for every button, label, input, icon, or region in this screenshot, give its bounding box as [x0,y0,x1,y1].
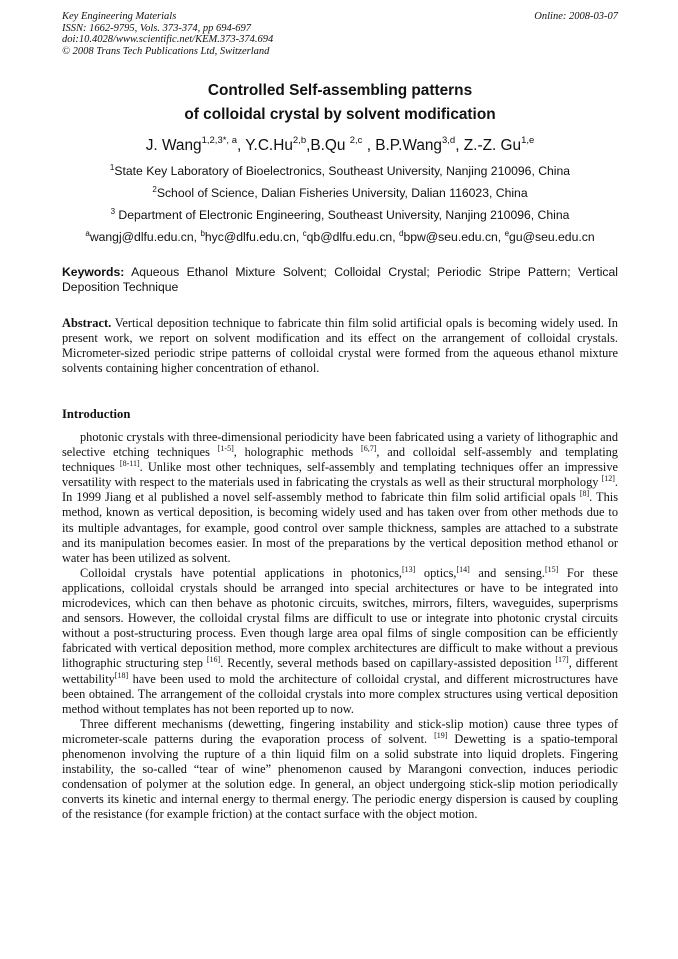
author: Y.C.Hu$^{2,b}$, [245,135,311,154]
abstract-label: Abstract. [62,316,112,330]
keywords-label: Keywords: [62,265,125,279]
keywords-text: Aqueous Ethanol Mixture Solvent; Colloidal Crystal; Periodic Stripe Pattern; Vertical Deposition Technique [62,265,618,294]
issn-line: ISSN: 1662-9795, Vols. 373-374, pp 694-697 [62,22,251,34]
email[interactable]: $^a$wangj@dlfu.edu.cn, [85,229,201,244]
paragraph-text: and sensing. [469,565,545,580]
author: Z.-Z. Gu$^{1,e}$ [463,135,535,154]
paper-title [62,79,618,127]
journal-header [62,11,618,57]
citation-ref[interactable]: [8-11] [119,459,140,469]
affiliation-1: $^1$State Key Laboratory of Bioelectronics, Southeast University, Nanjing 210096, China [109,163,571,178]
title-line-2: of colloidal crystal by solvent modification [184,106,496,123]
citation-ref[interactable]: [17] [555,655,569,665]
paragraph-text: Dewetting is a spatio-temporal phenomenon involving the rupture of a thin liquid film on a solid substrate into liquid droplets. Fingering instability, the so-called “tear of wine” phenomenon caused by Marangoni convection, induces periodic condensation of polymer at the solution edge. In general, an object undergoing stick-slip motion periodically converts its kinetic and internal energy to thermal energy. The periodic energy dispersion is caused by coupling of the resistance (for example friction) at the contact surface with the object motion. [62,731,618,822]
paragraph-text: Colloidal crystals have potential applications in photonics, [80,565,403,580]
introduction-body [62,430,618,822]
citation-ref[interactable]: [8] [579,489,590,499]
email-list [62,230,618,244]
citation-ref[interactable]: [6,7] [361,444,377,454]
email[interactable]: $^e$gu@seu.edu.cn [504,229,595,244]
author-list [62,136,618,156]
body-paragraph [62,430,618,566]
citation-ref[interactable]: [15] [544,564,559,574]
affiliation-3: $^3$ Department of Electronic Engineering, Southeast University, Nanjing 210096, China [110,207,570,222]
citation-ref[interactable]: [13] [402,564,416,574]
paragraph-text: . This method, known as vertical deposition, is becoming widely used and has taken over from other methods due to its multiple advantages, for example, good control over sample thickness, samples are attached to a substrate and its manipulation becomes easier. In most of the preparations by the vertical deposition method ethanol or water has been utilized as solvent. [62,490,618,565]
section-heading-introduction: Introduction [62,407,131,421]
paragraph-text: Three different mechanisms (dewetting, fingering instability and stick-slip motion) cause three types of micrometer-scale patterns during the evaporation process of solvent. [62,716,618,746]
doi-line[interactable]: doi:10.4028/www.scientific.net/KEM.373-374.694 [62,34,274,46]
abstract [62,316,618,376]
email[interactable]: $^c$qb@dlfu.edu.cn, [302,229,399,244]
abstract-text: Vertical deposition technique to fabricate thin film solid artificial opals is becoming widely used. In present work, we report on solvent modification and its effect on the arrangement of colloidal crystals. Micrometer-sized periodic stripe patterns of colloidal crystal were formed from the aqueous ethanol mixture solvents containing higher concentration of ethanol. [62,316,618,375]
paragraph-text: , and colloidal self-assembly and templating techniques [62,445,618,475]
paragraph-text: . In 1999 Jiang et al published a novel self-assembly method to fabricate thin film solid artificial opals [62,475,618,505]
keywords [62,265,618,295]
paragraph-text: optics, [415,565,457,580]
paragraph-text: . Unlike most other techniques, self-assembly and templating techniques offer an impressive versatility with respect to the materials used in fabricating the crystals as well as their structural morphology [62,460,618,490]
citation-ref[interactable]: [14] [456,564,470,574]
copyright-line: © 2008 Trans Tech Publications Ltd, Switzerland [62,45,270,57]
affiliation-2: $^2$School of Science, Dalian Fisheries University, Dalian 116023, China [152,185,528,200]
email[interactable]: $^d$bpw@seu.edu.cn, [399,229,505,244]
citation-ref[interactable]: [18] [114,670,129,680]
citation-ref[interactable]: [19] [434,730,448,740]
author: B.Qu $^{2,c}$ , [310,135,376,154]
email[interactable]: $^b$hyc@dlfu.edu.cn, [200,229,303,244]
paragraph-text: . Recently, several methods based on capillary-assisted deposition [220,656,556,671]
author: J. Wang$^{1,2,3*, a}$, [145,135,246,154]
journal-name: Key Engineering Materials [62,11,177,22]
citation-ref[interactable]: [12] [601,474,615,484]
author: B.P.Wang$^{3,d}$, [375,135,464,154]
paragraph-text: For these applications, colloidal crystals should be arranged into special architectures or have to be integrated into microdevices, which can then behave as photonic circuits, switches, mirrors, filters, waveguides, superprisms and sensors. However, the colloidal crystal films are difficult to use or integrate into photonic crystal circuits without a post-structuring process. Even though large area opal films of single composition can be efficiently fabricated with vertical deposition method, more complex architectures are difficult to make without a previous lithographic structuring step [62,565,618,671]
body-paragraph [62,717,618,823]
paragraph-text: , holographic methods [233,445,362,460]
paragraph-text: have been used to mold the architecture of colloidal crystal, and different microstructures have been obtained. The arrangement of the colloidal crystals into more complex structures using vertical deposition method without templates has not been reported up to now. [62,671,618,716]
paragraph-text: , different wettability [62,656,618,686]
paragraph-text: photonic crystals with three-dimensional periodicity have been fabricated using a variety of lithographic and selective etching techniques [62,430,618,460]
citation-ref[interactable]: [16] [206,655,221,665]
online-date: Online: 2008-03-07 [534,11,618,22]
body-paragraph [62,566,618,717]
title-line-1: Controlled Self-assembling patterns [207,82,473,99]
citation-ref[interactable]: [1-5] [217,444,234,454]
